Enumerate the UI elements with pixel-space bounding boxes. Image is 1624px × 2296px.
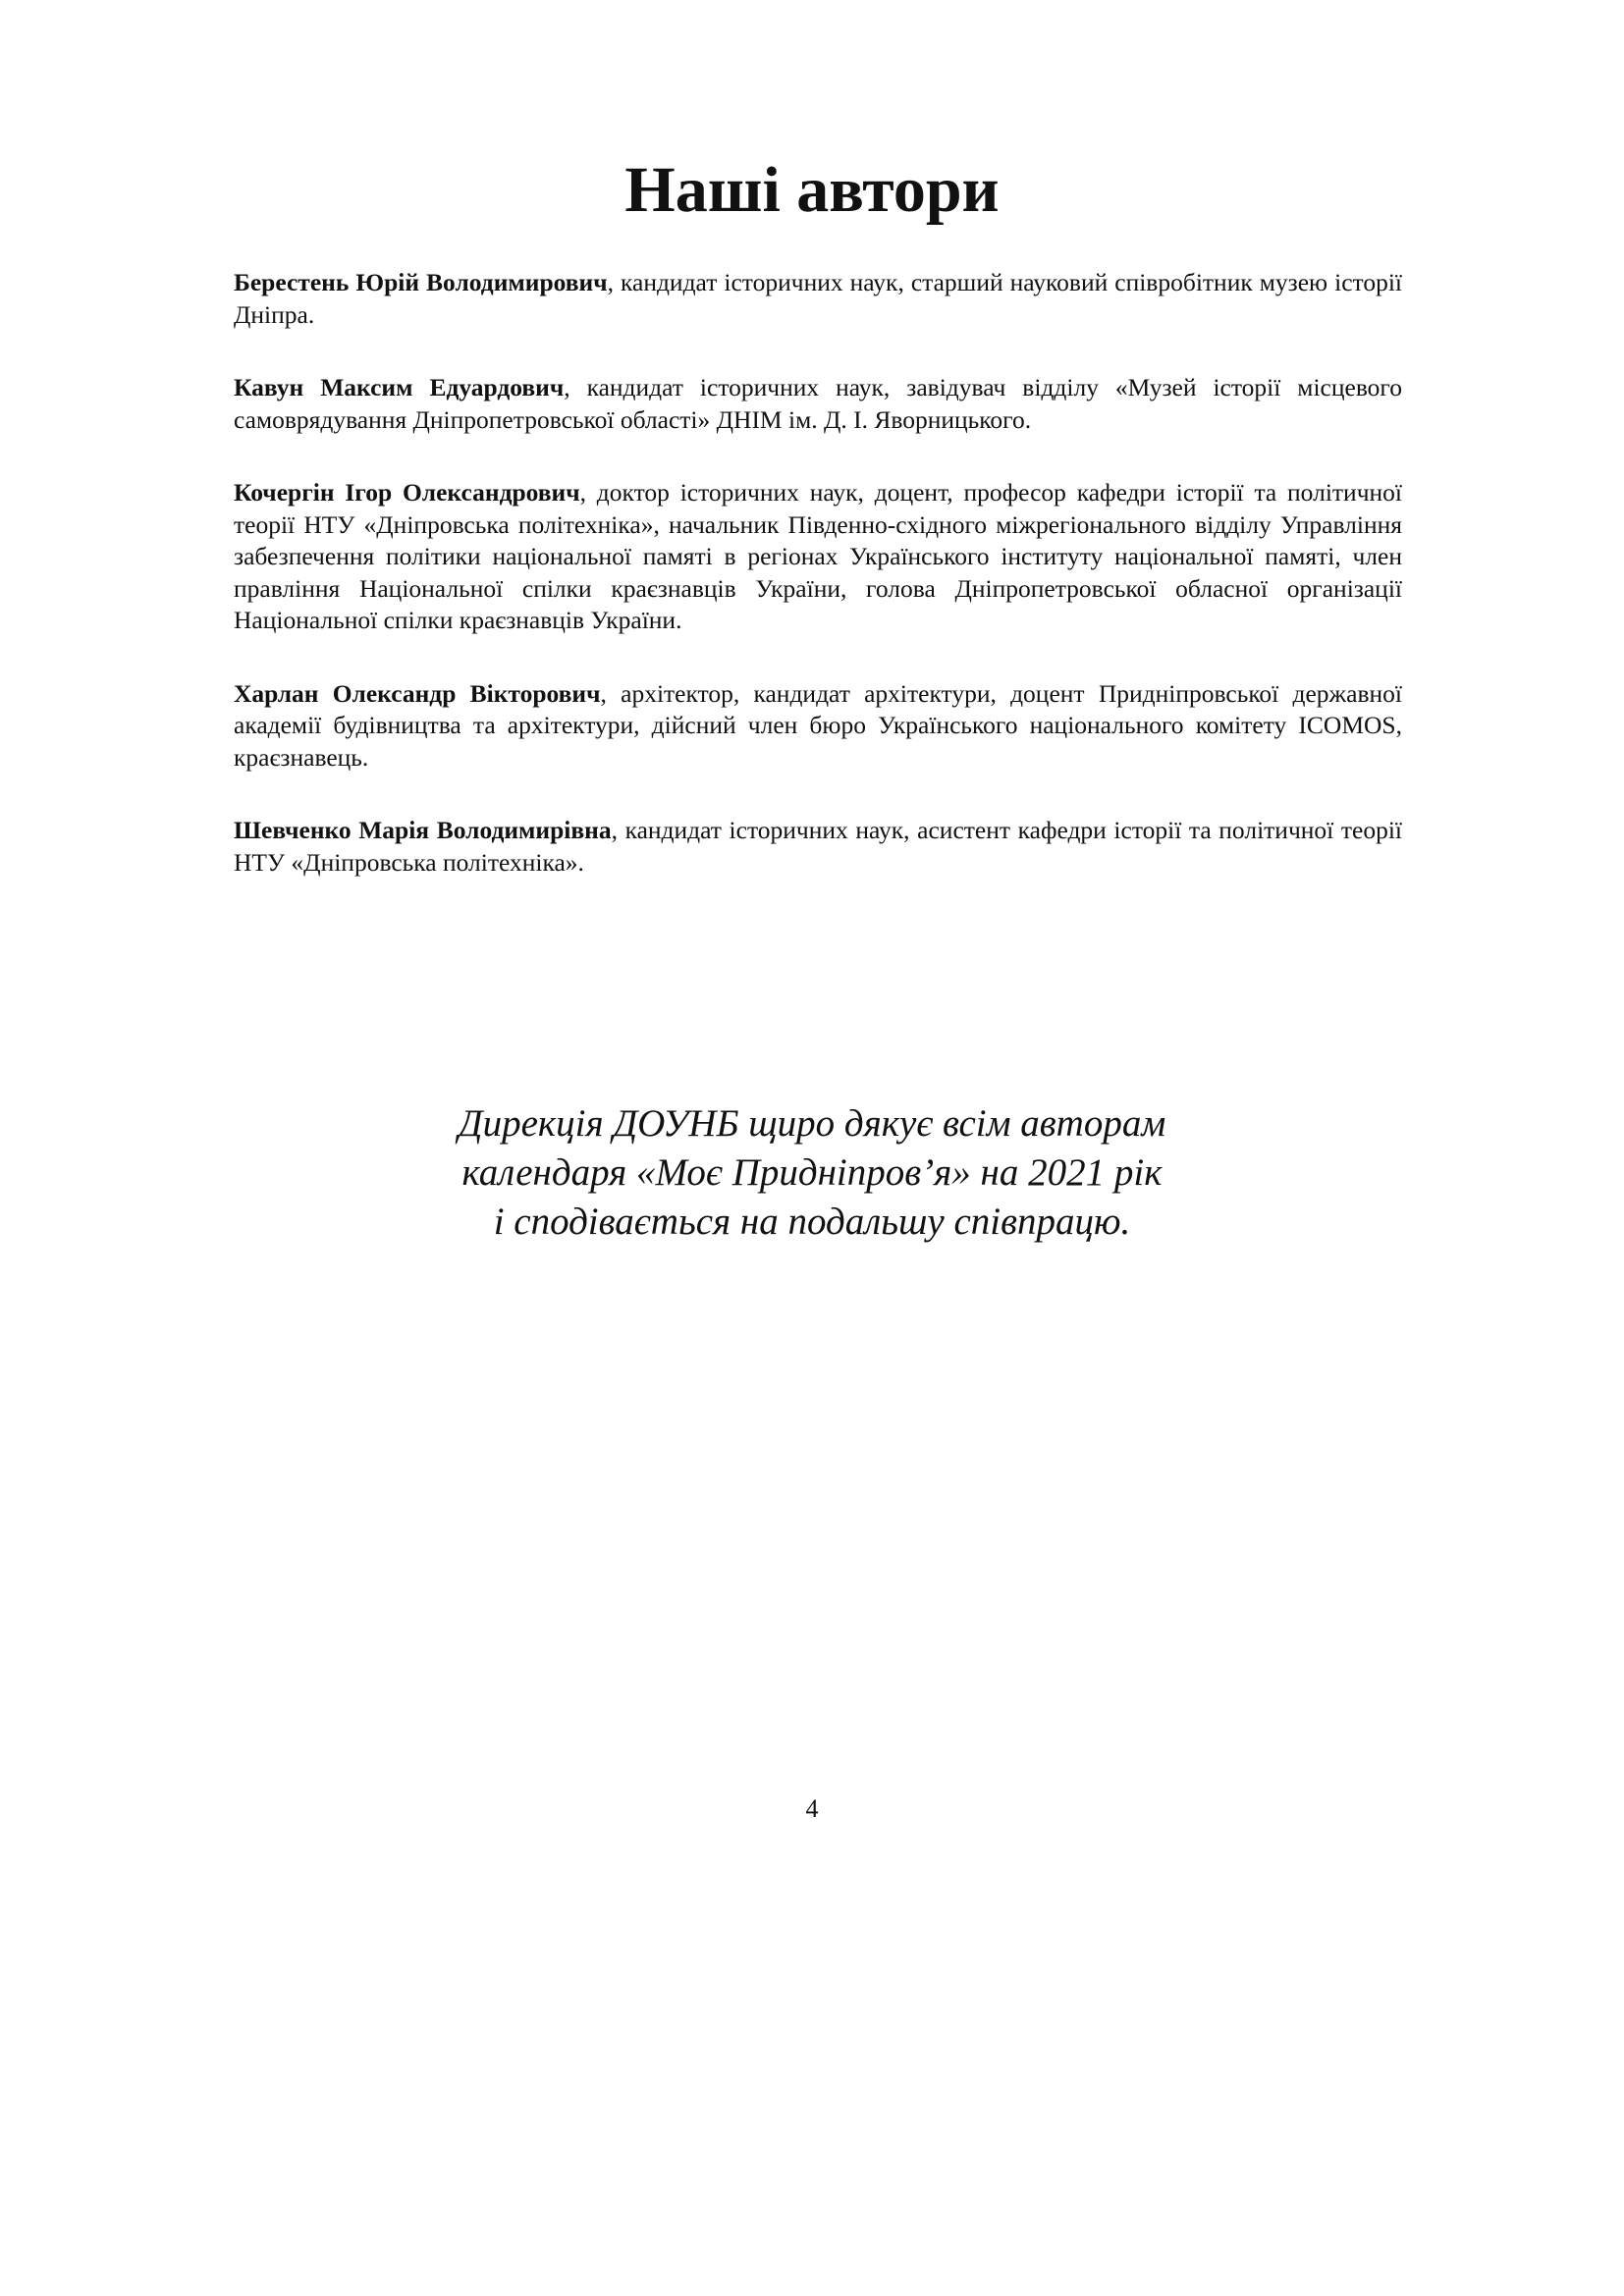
acknowledgement-line: і сподівається на подальшу співпрацю.: [493, 1201, 1131, 1243]
author-entry: [234, 372, 1402, 436]
author-name: Кавун Максим Едуардович: [234, 373, 565, 401]
author-entry: [234, 815, 1402, 879]
author-name: Берестень Юрій Володимирович: [234, 268, 608, 296]
author-entry: [234, 678, 1402, 774]
author-name: Харлан Олександр Вікторович: [234, 678, 601, 708]
acknowledgement: [0, 1099, 1624, 1247]
acknowledgement-line: календаря «Моє Придніпров’я» на 2021 рік: [461, 1151, 1163, 1194]
author-description: , доктор історичних наук, доцент, професор кафедри історії та політичної теорії НТУ «Дніпровська політехніка», начальник Південно-східного міжрегіонального відділу Управління забезпечення політики національної памяті в регіонах Українського інституту національної памяті, член правління Національної спілки краєзнавців України, голова Дніпропетровської обласної організації Національної спілки краєзнавців України.: [234, 478, 1402, 634]
author-description: , кандидат історичних наук, завідувач відділу «Музей історії місцевого самоврядування Дніпропетровської області» ДНІМ ім. Д. І. Яворницького.: [234, 373, 1403, 434]
author-name: Кочергін Ігор Олександрович: [234, 478, 580, 507]
page-title: Наші автори: [624, 154, 1000, 226]
authors-list: [234, 267, 1402, 920]
page-number: 4: [805, 1794, 819, 1823]
author-description: , архітектор, кандидат архітектури, доцент Придніпровської державної академії будівництва та архітектури, дійсний член бюро Українського національного комітету ICOMOS, краєзнавець.: [234, 678, 1402, 772]
author-entry: [234, 477, 1402, 637]
acknowledgement-line: Дирекція ДОУНБ щиро дякує всім авторам: [458, 1102, 1166, 1145]
author-description: , кандидат історичних наук, асистент кафедри історії та політичної теорії НТУ «Дніпровська політехніка».: [234, 816, 1402, 877]
author-description: , кандидат історичних наук, старший науковий співробітник музею історії Дніпра.: [234, 268, 1402, 329]
author-name: Шевченко Марія Володимирівна: [234, 816, 612, 844]
author-entry: [234, 267, 1402, 331]
